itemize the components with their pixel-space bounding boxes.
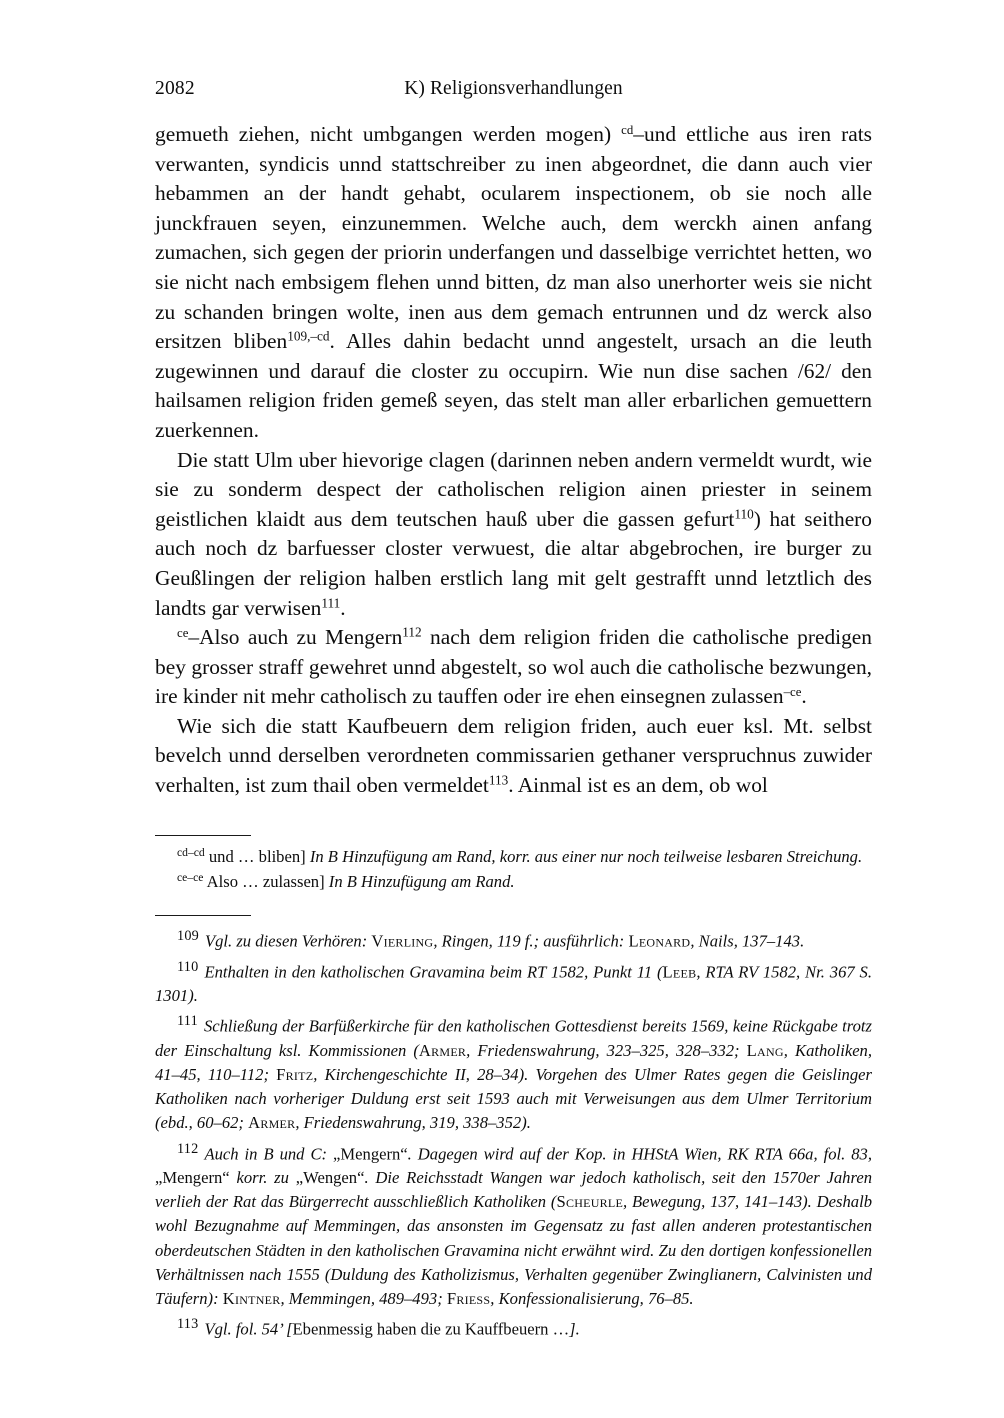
variant-siglum-ce: ce–ce: [177, 871, 204, 885]
footnote-111: 111 Schließung der Barfüßerkirche für den katholischen Gottesdienst bereits 1569, keine Rückgabe trotz der Einschaltung ksl. Kommissionen (Armer, Friedenswahrung, 323–325, 328–332; Lang, Katholiken, 41–45, 110–112; Fritz, Kirchengeschichte II, 28–34). Vorgehen des Ulmer Rates gegen die Geislinger Katholiken nach vorheriger Duldung erst seit 1593 auch mit Verweisungen aus dem Ulmer Territorium (ebd., 60–62; Armer, Friedenswahrung, 319, 338–352).: [155, 1013, 873, 1133]
footnote-112: 112 Auch in B und C: „Mengern“. Dagegen wird auf der Kop. in HHStA Wien, RK RTA 66a, fol. 83, „Mengern“ korr. zu „Wengen“. Die Reichsstadt Wangen war jedoch katholisch, seit den 1570er Jahren verlieh der Rat das Bürgerrecht ausschließlich Katholiken (Scheurle, Bewegung, 137, 141–143). Deshalb wohl Bezugnahme auf Memmingen, das ansonsten im Gegensatz zu fast allen anderen protestantischen oberdeutschen Städten in den katholischen Gravamina nicht erwähnt wird. Zu den dortigen konfessionellen Verhältnissen nach 1555 (Duldung des Katholizismus, Verhalten gegenüber Zwinglianern, Calvinisten und Täufern): Kintner, Memmingen, 489–493; Friess, Konfessionalisierung, 76–85.: [155, 1140, 872, 1309]
footnote-number-110: 110: [177, 958, 199, 975]
variant-bracket-cd: ]: [300, 846, 306, 866]
author-kintner: Kintner: [222, 1289, 281, 1309]
variant-entry-cd: $^{cd-cd}$ und … bliben] In B Hinzufügung am Rand, korr. aus einer nur noch teilweise lesbaren Streichung.: [177, 845, 863, 866]
variant-siglum-cd: cd–cd: [177, 845, 205, 859]
body-paragraph-1: gemueth ziehen, nicht umbgangen werden mogen) $^{cd}$–und ettliche aus iren rats verwanten, syndicis unnd stattschreiber zu inen abgeordnet, die dann auch vier hebammen an der handt gehabt, ocularem inspectionem, ob sie noch alle junckfrauen seyen, einzunemmen. Welche auch, dem werckh ainen anfang zumachen, sich gegen der priorin underfangen und dasselbige verrichtet hetten, wo sie nicht nach embsigem flehen unnd bitten, dz man also unerhorter weis sie nicht zu schanden bringen wolte, inen aus dem gemach entrunnen und dz werck also ersitzen bliben$^{109,-cd}$. Alles dahin bedacht unnd angestelt, ursach an die leuth zugewinnen und darauf die closter zu occupirn. Wie nun dise sachen /62/ den hailsamen religion friden gemeß seyen, das stelt man aller erbarlichen gemuettern zuerkennen.: [155, 122, 873, 442]
author-leonard: Leonard: [628, 931, 691, 951]
running-title: K) Religionsverhandlungen: [404, 78, 623, 99]
footnote-ref-113[interactable]: 113: [488, 772, 509, 788]
author-armer-2: Armer: [248, 1113, 296, 1133]
page-text-block: [155, 0, 872, 1342]
variant-marker-cd-open: cd: [621, 122, 634, 137]
variant-marker-ce-open: ce: [177, 625, 189, 640]
variant-note-cd: In B Hinzufügung am Rand, korr. aus einer nur noch teilweise lesbaren Streichung.: [309, 846, 863, 866]
page-number: 2082: [155, 78, 195, 99]
variant-marker-ce-close: –ce: [783, 685, 802, 700]
quote-mengern-2: „Mengern“: [155, 1168, 230, 1188]
footnote-110: 110 Enthalten in den katholischen Gravamina beim RT 1582, Punkt 11 (Leeb, RTA RV 1582, Nr. 367 S. 1301).: [155, 958, 873, 1006]
footnote-number-109: 109: [177, 928, 199, 945]
apparatus-footnotes: [155, 915, 872, 1342]
variant-entry-ce: $^{ce-ce}$ Also … zulassen] In B Hinzufügung am Rand.: [177, 871, 515, 891]
author-leeb: Leeb: [662, 961, 697, 981]
footnote-ref-110[interactable]: 110: [734, 506, 754, 522]
quote-mengern-1: „Mengern“: [333, 1143, 408, 1163]
author-friess: Friess: [446, 1289, 491, 1309]
footnote-number-113: 113: [177, 1316, 199, 1333]
body-paragraph-4: Wie sich die statt Kaufbeuern dem religion friden, auch euer ksl. Mt. selbst bevelch unnd derselben verordneten commissarien gethaner verspruchnus zuwider verhalten, ist zum thail oben vermeldet$^{113}$. Ainmal ist es an dem, ob wol: [155, 713, 872, 798]
apparatus-footnotes-rule: [155, 915, 251, 916]
variant-bracket-ce: ]: [319, 871, 325, 891]
footnote-ref-109[interactable]: 109,–cd: [287, 328, 330, 344]
footnote-113-quotation: [Ebenmessig haben die zu Kauffbeuern …].: [286, 1319, 580, 1339]
footnote-ref-112[interactable]: 112: [402, 624, 422, 640]
footnote-113: 113 Vgl. fol. 54’ [Ebenmessig haben die zu Kauffbeuern …].: [177, 1316, 580, 1339]
variant-note-ce: In B Hinzufügung am Rand.: [328, 871, 515, 891]
author-vierling: Vierling: [371, 931, 434, 951]
footnote-number-112: 112: [177, 1140, 199, 1157]
footnote-number-111: 111: [177, 1013, 198, 1030]
quote-wengen: „Wengen“: [295, 1168, 365, 1188]
author-fritz: Fritz: [276, 1064, 314, 1084]
body-paragraph-3: $^{ce}$–Also auch zu Mengern$^{112}$ nach dem religion friden die catholische predigen bey grosser straff gewehret unnd abgestelt, so wol auch die catholische bezwungen, ire kinder nit mehr catholisch zu tauffen oder ire ehen einsegnen zulassen$^{-ce}$.: [155, 624, 872, 709]
apparatus-variants-rule: [155, 835, 251, 836]
running-head: [155, 72, 872, 106]
body-text: [155, 120, 872, 801]
author-armer-1: Armer: [418, 1040, 467, 1060]
footnote-ref-111[interactable]: 111: [321, 595, 341, 611]
apparatus-variants: [155, 835, 872, 894]
footnote-109: 109 Vgl. zu diesen Verhören: Vierling, Ringen, 119 f.; ausführlich: Leonard, Nails, 137–143.: [177, 928, 805, 951]
author-scheurle: Scheurle: [556, 1192, 624, 1212]
author-lang: Lang: [746, 1040, 784, 1060]
body-paragraph-2: Die statt Ulm uber hievorige clagen (darinnen neben andern vermeldt wurdt, wie sie zu sonderm despect der catholischen religion ainen priester in seinem geistlichen klaidt aus dem teutschen hauß uber die gassen gefurt$^{110}$) hat seithero auch noch dz barfuesser closter verwuest, die altar abgebrochen, ire burger zu Geußlingen der religion halben erstlich lang mit gelt gestrafft unnd letztlich des landts gar verwisen$^{111}$.: [155, 447, 873, 620]
